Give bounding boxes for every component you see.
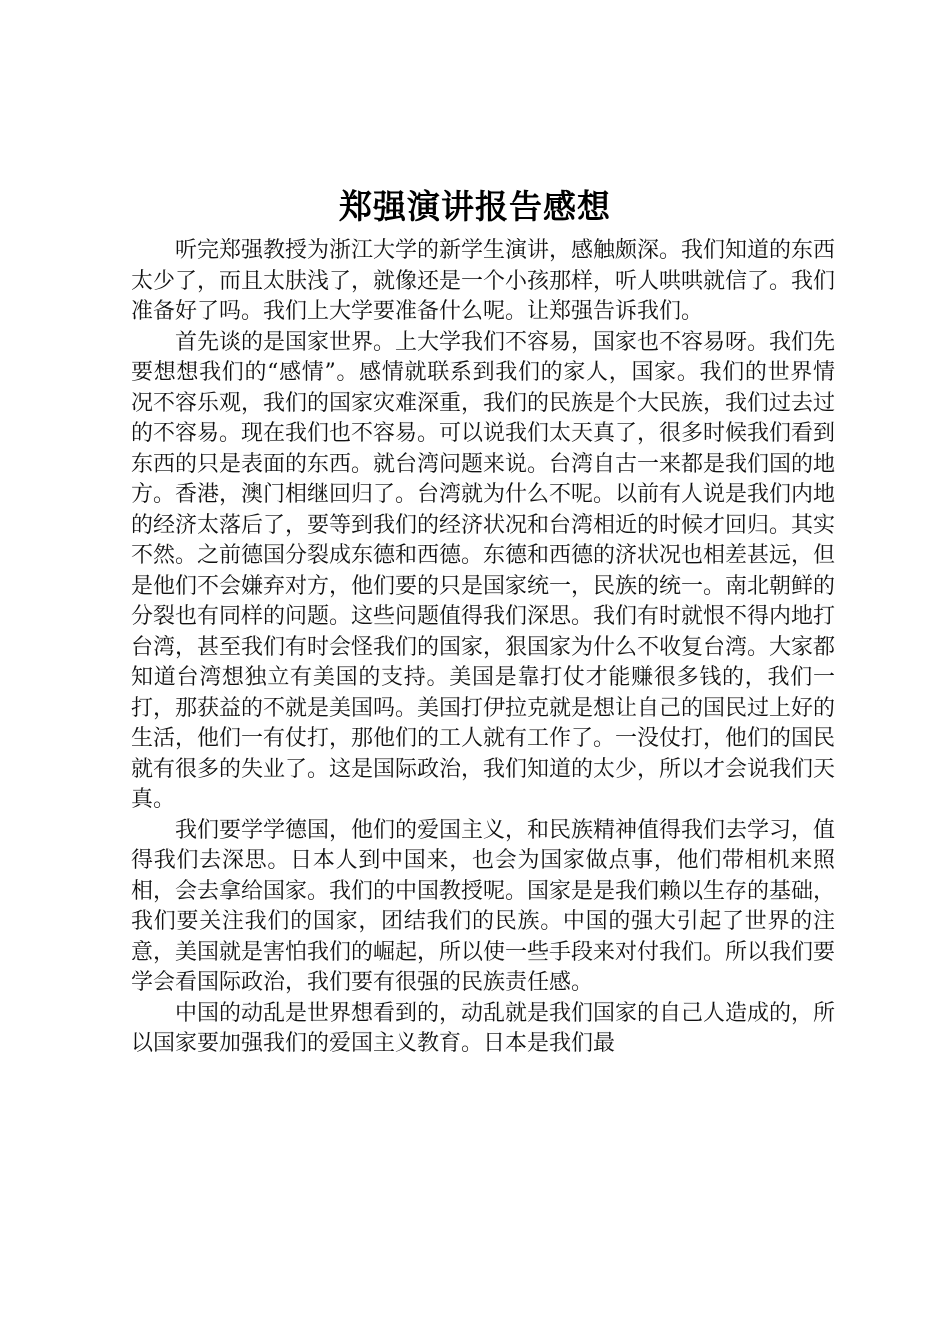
document-title: 郑强演讲报告感想 [339, 187, 611, 226]
document-body [131, 236, 835, 1060]
paragraph: 我们要学学德国，他们的爱国主义，和民族精神值得我们去学习，值得我们去深思。日本人到中国来，也会为国家做点事，他们带相机来照相，会去拿给国家。我们的中国教授呢。国家是是我们赖以生存的基础，我们要关注我们的国家，团结我们的民族。中国的强大引起了世界的注意，美国就是害怕我们的崛起，所以使一些手段来对付我们。所以我们要学会看国际政治，我们要有很强的民族责任感。 [131, 817, 836, 995]
paragraph: 中国的动乱是世界想看到的，动乱就是我们国家的自己人造成的，所以国家要加强我们的爱国主义教育。日本是我们最 [131, 1000, 836, 1056]
paragraph: 首先谈的是国家世界。上大学我们不容易，国家也不容易呀。我们先要想想我们的“感情”。感情就联系到我们的家人，国家。我们的世界情况不容乐观，我们的国家灾难深重，我们的民族是个大民族，我们过去过的不容易。现在我们也不容易。可以说我们太天真了，很多时候我们看到东西的只是表面的东西。就台湾问题来说。台湾自古一来都是我们国的地方。香港，澳门相继回归了。台湾就为什么不呢。以前有人说是我们内地的经济太落后了，要等到我们的经济状况和台湾相近的时候才回归。其实不然。之前德国分裂成东德和西德。东德和西德的济状况也相差甚远，但是他们不会嫌弃对方，他们要的只是国家统一，民族的统一。南北朝鲜的分裂也有同样的问题。这些问题值得我们深思。我们有时就恨不得内地打台湾，甚至我们有时会怪我们的国家，狠国家为什么不收复台湾。大家都知道台湾想独立有美国的支持。美国是靠打仗才能赚很多钱的，我们一打，那获益的不就是美国吗。美国打伊拉克就是想让自己的国民过上好的生活，他们一有仗打，那他们的工人就有工作了。一没仗打，他们的国民就有很多的失业了。这是国际政治，我们知道的太少，所以才会说我们天真。 [131, 329, 836, 812]
paragraph: 听完郑强教授为浙江大学的新学生演讲，感触颇深。我们知道的东西太少了，而且太肤浅了，就像还是一个小孩那样，听人哄哄就信了。我们准备好了吗。我们上大学要准备什么呢。让郑强告诉我们。 [131, 238, 836, 324]
